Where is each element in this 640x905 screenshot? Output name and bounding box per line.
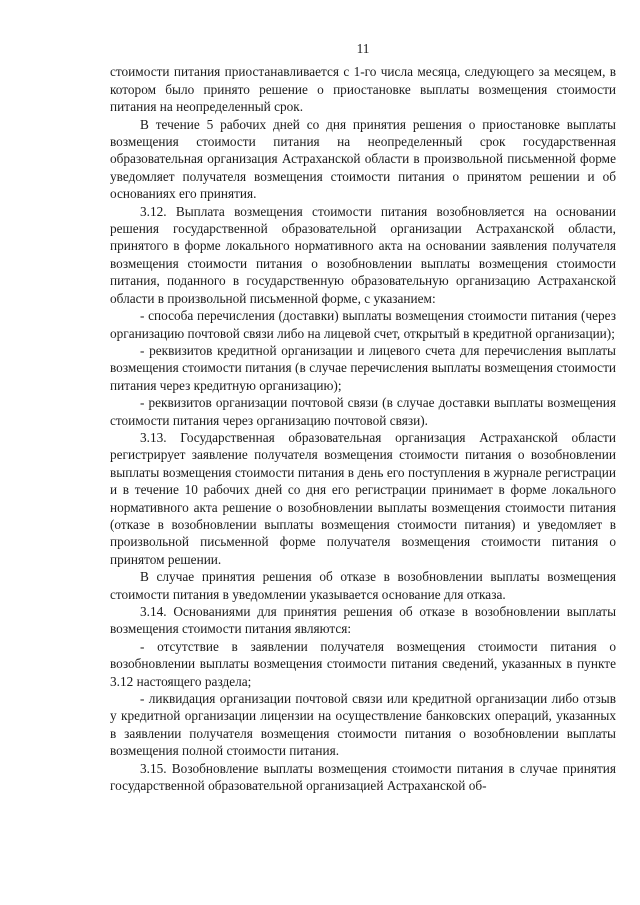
list-item-liquidation: - ликвидация организации почтовой связи или кредитной организации либо отзыв у кредитной организации лицензии на осуществление банковских операций, указанных в заявлении получателя возмещения стоимости питания о возобновлении выплаты возмещения полной стоимости питания. <box>110 691 616 759</box>
paragraph-3-14: 3.14. Основаниями для принятия решения об отказе в возобновлении выплаты возмещения стоимости питания являются: <box>110 604 616 637</box>
paragraph-notification: В течение 5 рабочих дней со дня принятия решения о приостановке выплаты возмещения стоимости питания на неопределенный срок государственная образовательная организация Астраханской области в произвольной письменной форме уведомляет получателя возмещения стоимости питания о принятом решении и об основаниях его принятия. <box>110 116 616 202</box>
list-item-bank-details: - реквизитов кредитной организации и лицевого счета для перечисления выплаты возмещения стоимости питания (в случае перечисления выплаты возмещения стоимости питания через кредитную организацию); <box>110 342 616 393</box>
paragraph-3-15: 3.15. Возобновление выплаты возмещения стоимости питания в случае принятия государственной образовательной организацией Астраханской об- <box>110 760 616 794</box>
page-number: 11 <box>356 41 370 56</box>
list-item-postal-details: - реквизитов организации почтовой связи (в случае доставки выплаты возмещения стоимости питания через организацию почтовой связи). <box>110 395 616 428</box>
list-item-delivery-method: - способа перечисления (доставки) выплаты возмещения стоимости питания (через организацию почтовой связи либо на лицевой счет, открытый в кредитной организации); <box>110 308 616 341</box>
list-item-missing-info: - отсутствие в заявлении получателя возмещения стоимости питания о возобновлении выплаты возмещения стоимости питания сведений, указанных в пункте 3.12 настоящего раздела; <box>110 638 616 689</box>
document-page <box>110 40 616 794</box>
paragraph-refusal-reason: В случае принятия решения об отказе в возобновлении выплаты возмещения стоимости питания в уведомлении указывается основание для отказа. <box>110 569 616 602</box>
paragraph-3-12: 3.12. Выплата возмещения стоимости питания возобновляется на основании решения государственной образовательной организации Астраханской области, принятого в форме локального нормативного акта на основании заявления получателя возмещения стоимости питания о возобновлении выплаты возмещения стоимости питания, поданного в государственную образовательную организацию Астраханской области в произвольной письменной форме, с указанием: <box>110 203 616 306</box>
paragraph-continuation: стоимости питания приостанавливается с 1-го числа месяца, следующего за месяцем, в котором было принято решение о приостановке выплаты возмещения стоимости питания на неопределенный срок. <box>110 64 616 115</box>
paragraph-3-13: 3.13. Государственная образовательная организация Астраханской области регистрирует заявление получателя возмещения стоимости питания о возобновлении выплаты возмещения стоимости питания в день его поступления в журнале регистрации и в течение 10 рабочих дней со дня его регистрации принимает в форме локального нормативного акта решение о возобновлении выплаты возмещения стоимости питания (отказе в возобновлении выплаты возмещения стоимости питания) и уведомляет в произвольной письменной форме получателя возмещения стоимости питания о принятом решении. <box>110 429 616 567</box>
